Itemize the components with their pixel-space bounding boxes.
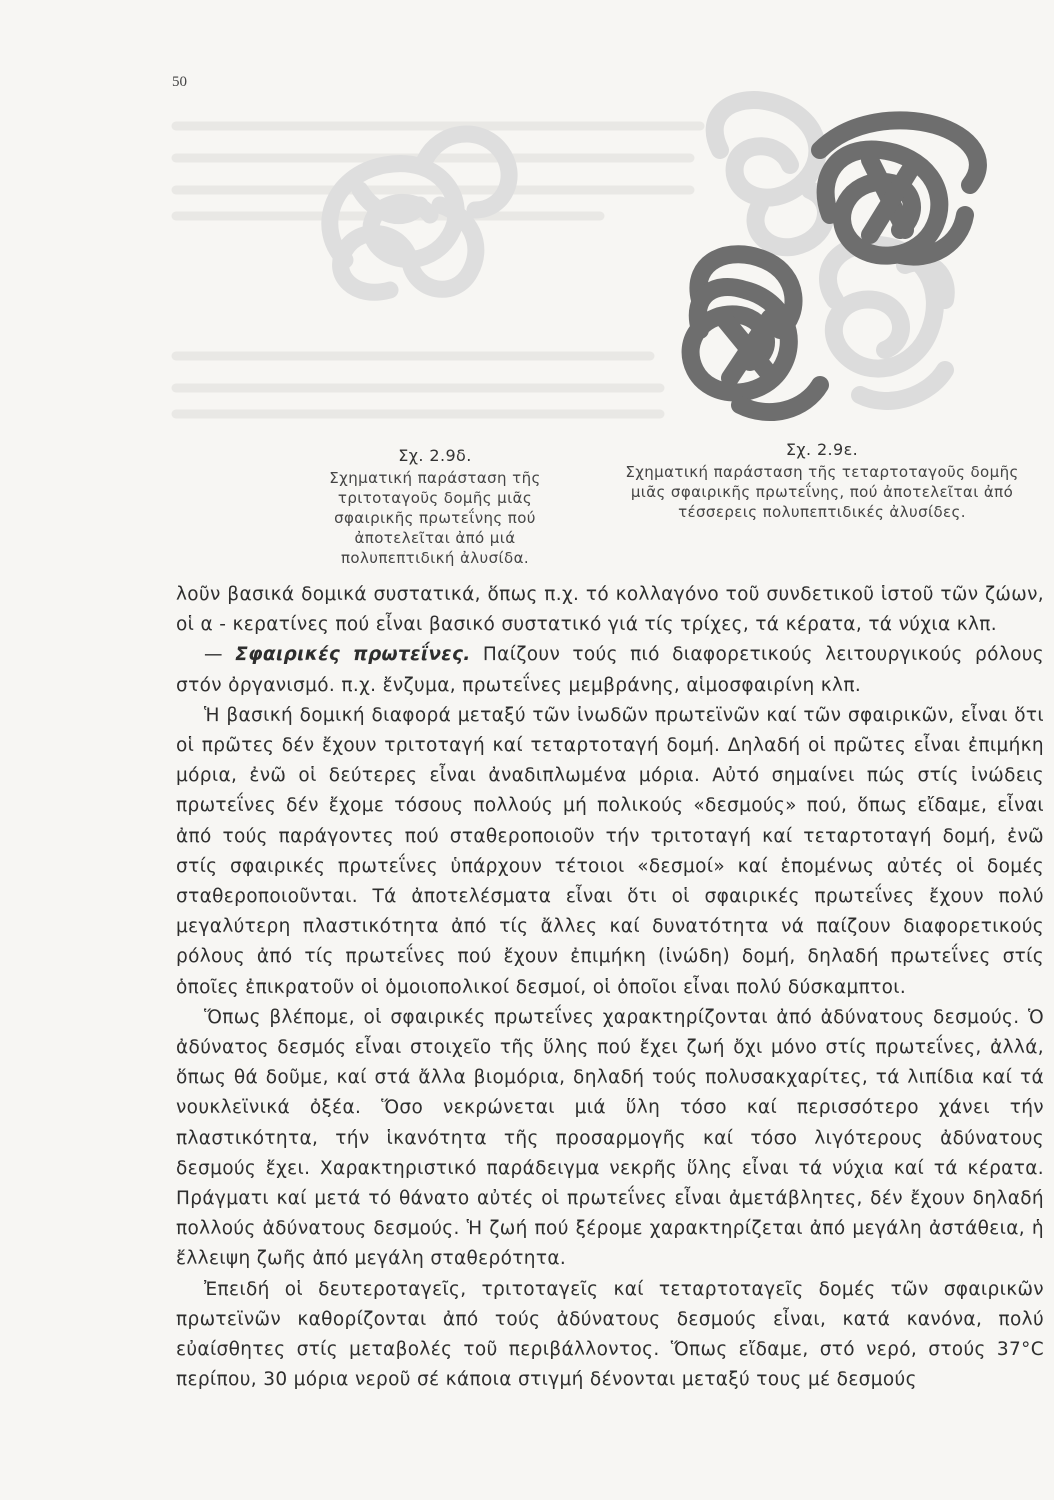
figure-caption-left bbox=[300, 446, 570, 568]
figure-area bbox=[0, 0, 1054, 440]
figure-caption-text-left: Σχηματική παράσταση τῆς τριτοταγοῦς δομῆς μιᾶς σφαιρικῆς πρωτεΐνης πού ἀποτελεῖται ἀπό μιά πολυπεπτιδική ἀλυσίδα. bbox=[329, 469, 541, 567]
paragraph-2-text: Παίζουν τούς πιό διαφορετικούς λειτουργικούς ρόλους στόν ὀργανισμό. π.χ. ἔνζυμα, πρωτεΐνες μεμβράνης, αἱμοσφαιρίνη κλπ. bbox=[176, 644, 1045, 696]
em-dash: — bbox=[204, 644, 223, 666]
figure-caption-right bbox=[608, 440, 1036, 522]
paragraph-1: λοῦν βασικά δομικά συστατικά, ὅπως π.χ. τό κολλαγόνο τοῦ συνδετικοῦ ἱστοῦ τῶν ζώων, οἱ α - κερατίνες πού εἶναι βασικό συστατικό γιά τίς τρίχες, τά κέρατα, τά νύχια κλπ. bbox=[176, 584, 1044, 636]
figure-caption-text-right: Σχηματική παράσταση τῆς τεταρτοταγοῦς δομῆς μιᾶς σφαιρικῆς πρωτεΐνης, πού ἀποτελεῖται ἀπό τέσσερεις πολυπεπτιδικές ἀλυσίδες. bbox=[625, 463, 1019, 521]
paragraph-3: Ἡ βασική δομική διαφορά μεταξύ τῶν ἰνωδῶν πρωτεϊνῶν καί τῶν σφαιρικῶν, εἶναι ὅτι οἱ πρῶτες δέν ἔχουν τριτοταγή καί τεταρτοταγή δομή. Δηλαδή οἱ πρῶτες εἶναι ἐπιμήκη μόρια, ἐνῶ οἱ δεύτερες εἶναι ἀναδιπλωμένα μόρια. Αὐτό σημαίνει πώς στίς ἰνώδεις πρωτεΐνες δέν ἔχομε τόσους πολλούς μή πολικούς «δεσμούς» πού, ὅπως εἴδαμε, εἶναι ἀπό τούς παράγοντες πού σταθεροποιοῦν τήν τριτοταγή καί τεταρτοταγή δομή, ἐνῶ στίς σφαιρικές πρωτεΐνες ὑπάρχουν τέτοιοι «δεσμοί» καί ἑπομένως αὐτές οἱ δομές σταθεροποιοῦνται. Τά ἀποτελέσματα εἶναι ὅτι οἱ σφαιρικές πρωτεΐνες ἔχουν πολύ μεγαλύτερη πλαστικότητα ἀπό τίς ἄλλες καί δυνατότητα νά παίζουν διαφορετικούς ρόλους ἀπό τίς πρωτεΐνες πού ἔχουν ἐπιμήκη (ἰνώδη) δομή, δηλαδή πρωτεΐνες στίς ὁποῖες ἐπικρατοῦν οἱ ὁμοιοπολικοί δεσμοί, οἱ ὁποῖοι εἶναι πολύ δύσκαμπτοι. bbox=[176, 704, 1044, 998]
paragraph-4: Ὅπως βλέπομε, οἱ σφαιρικές πρωτεΐνες χαρακτηρίζονται ἀπό ἀδύνατους δεσμούς. Ὁ ἀδύνατος δεσμός εἶναι στοιχεῖο τῆς ὕλης πού ἔχει ζωή ὄχι μόνο στίς πρωτεΐνες, ἀλλά, ὅπως θά δοῦμε, καί στά ἄλλα βιομόρια, δηλαδή τούς πολυσακχαρίτες, τά λιπίδια καί τά νουκλεϊνικά ὀξέα. Ὅσο νεκρώνεται μιά ὕλη τόσο καί περισσότερο χάνει τήν πλαστικότητα, τήν ἱκανότητα τῆς προσαρμογῆς καί τόσο λιγότερους ἀδύνατους δεσμούς ἔχει. Χαρακτηριστικό παράδειγμα νεκρῆς ὕλης εἶναι τά νύχια καί τά κέρατα. Πράγματι καί μετά τό θάνατο αὐτές οἱ πρωτεΐνες εἶναι ἀμετάβλητες, δέν ἔχουν δηλαδή πολλούς ἀδύνατους δεσμούς. Ἡ ζωή πού ξέρομε χαρακτηρίζεται ἀπό μεγάλη ἀστάθεια, ἡ ἔλλειψη ζωῆς ἀπό μεγάλη σταθερότητα. bbox=[176, 1006, 1044, 1270]
figure-number-right: Σχ. 2.9ε. bbox=[785, 440, 859, 459]
quaternary-structure-illustration bbox=[691, 100, 978, 412]
figure-illustrations bbox=[0, 0, 1054, 440]
page-number: 50 bbox=[172, 74, 187, 90]
figure-number-left: Σχ. 2.9δ. bbox=[398, 446, 472, 465]
paragraph-2 bbox=[176, 640, 1044, 700]
section-heading-globular-proteins: Σφαιρικές πρωτεΐνες. bbox=[235, 644, 471, 666]
body-text bbox=[176, 580, 1044, 1395]
paragraph-5: Ἐπειδή οἱ δευτεροταγεῖς, τριτοταγεῖς καί τεταρτοταγεῖς δομές τῶν σφαιρικῶν πρωτεϊνῶν καθορίζονται ἀπό τούς ἀδύνατους δεσμούς εἶναι, κατά κανόνα, πολύ εὐαίσθητες στίς μεταβολές τοῦ περιβάλλοντος. Ὅπως εἴδαμε, στό νερό, στούς 37°C περίπου, 30 μόρια νεροῦ σέ κάποια στιγμή δένονται μεταξύ τους μέ δεσμούς bbox=[176, 1278, 1044, 1391]
